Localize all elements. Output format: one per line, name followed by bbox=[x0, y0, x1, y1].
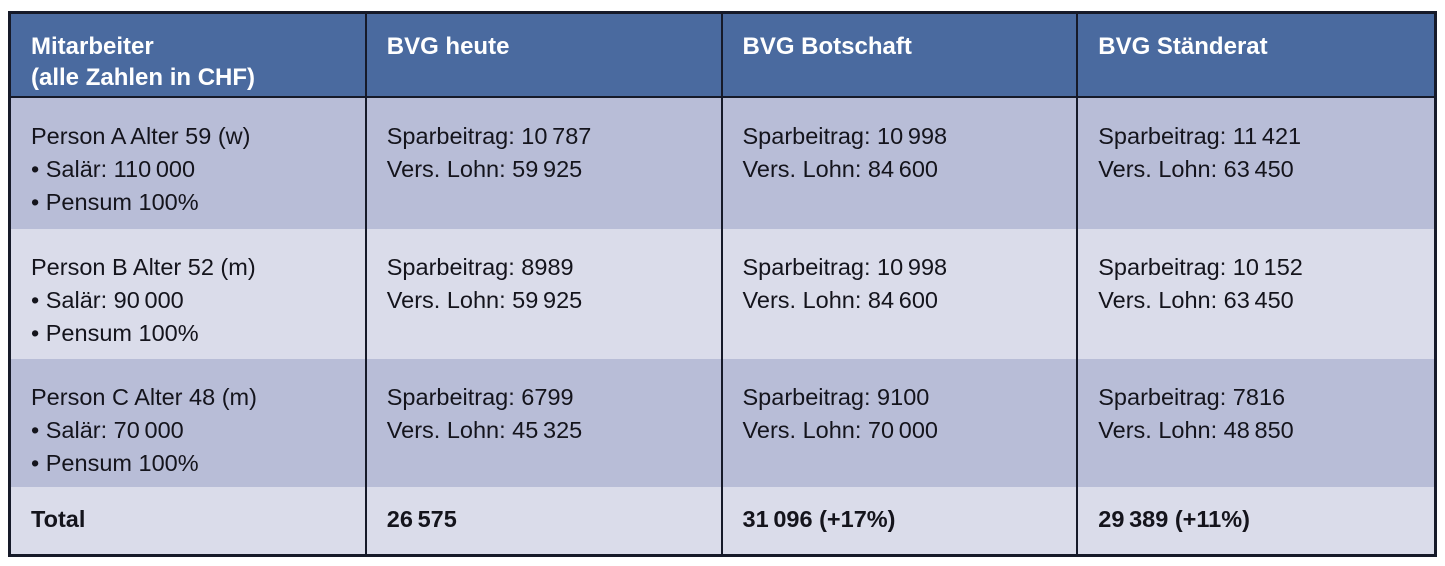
cell-person-a-botschaft bbox=[723, 98, 1079, 229]
cell-person-c-botschaft bbox=[723, 359, 1079, 487]
total-staenderat-value: 29 389 (+11%) bbox=[1098, 506, 1250, 532]
person-salaer: • Salär: 70 000 bbox=[31, 417, 184, 443]
header-bvg-heute-label: BVG heute bbox=[386, 33, 510, 60]
person-salaer: • Salär: 90 000 bbox=[31, 287, 184, 313]
header-cell-mitarbeiter bbox=[11, 14, 367, 98]
cell-person-b-staenderat bbox=[1078, 229, 1434, 359]
header-cell-bvg-staenderat bbox=[1078, 14, 1434, 98]
cell-person-b-heute bbox=[367, 229, 723, 359]
header-cell-bvg-botschaft bbox=[723, 14, 1079, 98]
total-botschaft-value: 31 096 (+17%) bbox=[742, 506, 896, 532]
vers-lohn-value: Vers. Lohn: 45 325 bbox=[386, 417, 583, 443]
sparbeitrag-value: Sparbeitrag: 10 152 bbox=[1098, 254, 1303, 280]
header-cell-bvg-heute bbox=[367, 14, 723, 98]
header-mitarbeiter-line2: (alle Zahlen in CHF) bbox=[31, 64, 256, 91]
cell-person-a-info bbox=[11, 98, 367, 229]
vers-lohn-value: Vers. Lohn: 63 450 bbox=[1098, 287, 1294, 313]
cell-person-a-staenderat bbox=[1078, 98, 1434, 229]
sparbeitrag-value: Sparbeitrag: 7816 bbox=[1098, 384, 1286, 410]
vers-lohn-value: Vers. Lohn: 84 600 bbox=[742, 287, 938, 313]
header-bvg-staenderat-label: BVG Ständerat bbox=[1098, 33, 1268, 60]
total-label: Total bbox=[31, 506, 86, 532]
sparbeitrag-value: Sparbeitrag: 10 998 bbox=[742, 123, 948, 149]
cell-total-heute bbox=[367, 487, 723, 554]
cell-person-b-botschaft bbox=[723, 229, 1079, 359]
header-mitarbeiter-line1: Mitarbeiter bbox=[31, 33, 154, 60]
total-heute-value: 26 575 bbox=[386, 506, 457, 532]
person-pensum: • Pensum 100% bbox=[31, 320, 199, 346]
cell-person-b-info bbox=[11, 229, 367, 359]
vers-lohn-value: Vers. Lohn: 59 925 bbox=[386, 156, 583, 182]
sparbeitrag-value: Sparbeitrag: 11 421 bbox=[1098, 123, 1302, 149]
cell-total-staenderat bbox=[1078, 487, 1434, 554]
header-bvg-botschaft-label: BVG Botschaft bbox=[742, 33, 912, 60]
vers-lohn-value: Vers. Lohn: 70 000 bbox=[742, 417, 938, 443]
bvg-comparison-table bbox=[8, 11, 1437, 557]
sparbeitrag-value: Sparbeitrag: 10 998 bbox=[742, 254, 948, 280]
person-name: Person A Alter 59 (w) bbox=[31, 123, 251, 149]
sparbeitrag-value: Sparbeitrag: 6799 bbox=[386, 384, 574, 410]
cell-total-label bbox=[11, 487, 367, 554]
cell-person-c-heute bbox=[367, 359, 723, 487]
person-pensum: • Pensum 100% bbox=[31, 450, 199, 476]
person-salaer: • Salär: 110 000 bbox=[31, 156, 196, 182]
person-name: Person B Alter 52 (m) bbox=[31, 254, 256, 280]
cell-total-botschaft bbox=[723, 487, 1079, 554]
vers-lohn-value: Vers. Lohn: 84 600 bbox=[742, 156, 938, 182]
cell-person-a-heute bbox=[367, 98, 723, 229]
cell-person-c-info bbox=[11, 359, 367, 487]
sparbeitrag-value: Sparbeitrag: 10 787 bbox=[386, 123, 592, 149]
person-name: Person C Alter 48 (m) bbox=[31, 384, 257, 410]
vers-lohn-value: Vers. Lohn: 59 925 bbox=[386, 287, 583, 313]
person-pensum: • Pensum 100% bbox=[31, 189, 199, 215]
vers-lohn-value: Vers. Lohn: 63 450 bbox=[1098, 156, 1294, 182]
sparbeitrag-value: Sparbeitrag: 9100 bbox=[742, 384, 930, 410]
sparbeitrag-value: Sparbeitrag: 8989 bbox=[386, 254, 574, 280]
cell-person-c-staenderat bbox=[1078, 359, 1434, 487]
vers-lohn-value: Vers. Lohn: 48 850 bbox=[1098, 417, 1294, 443]
